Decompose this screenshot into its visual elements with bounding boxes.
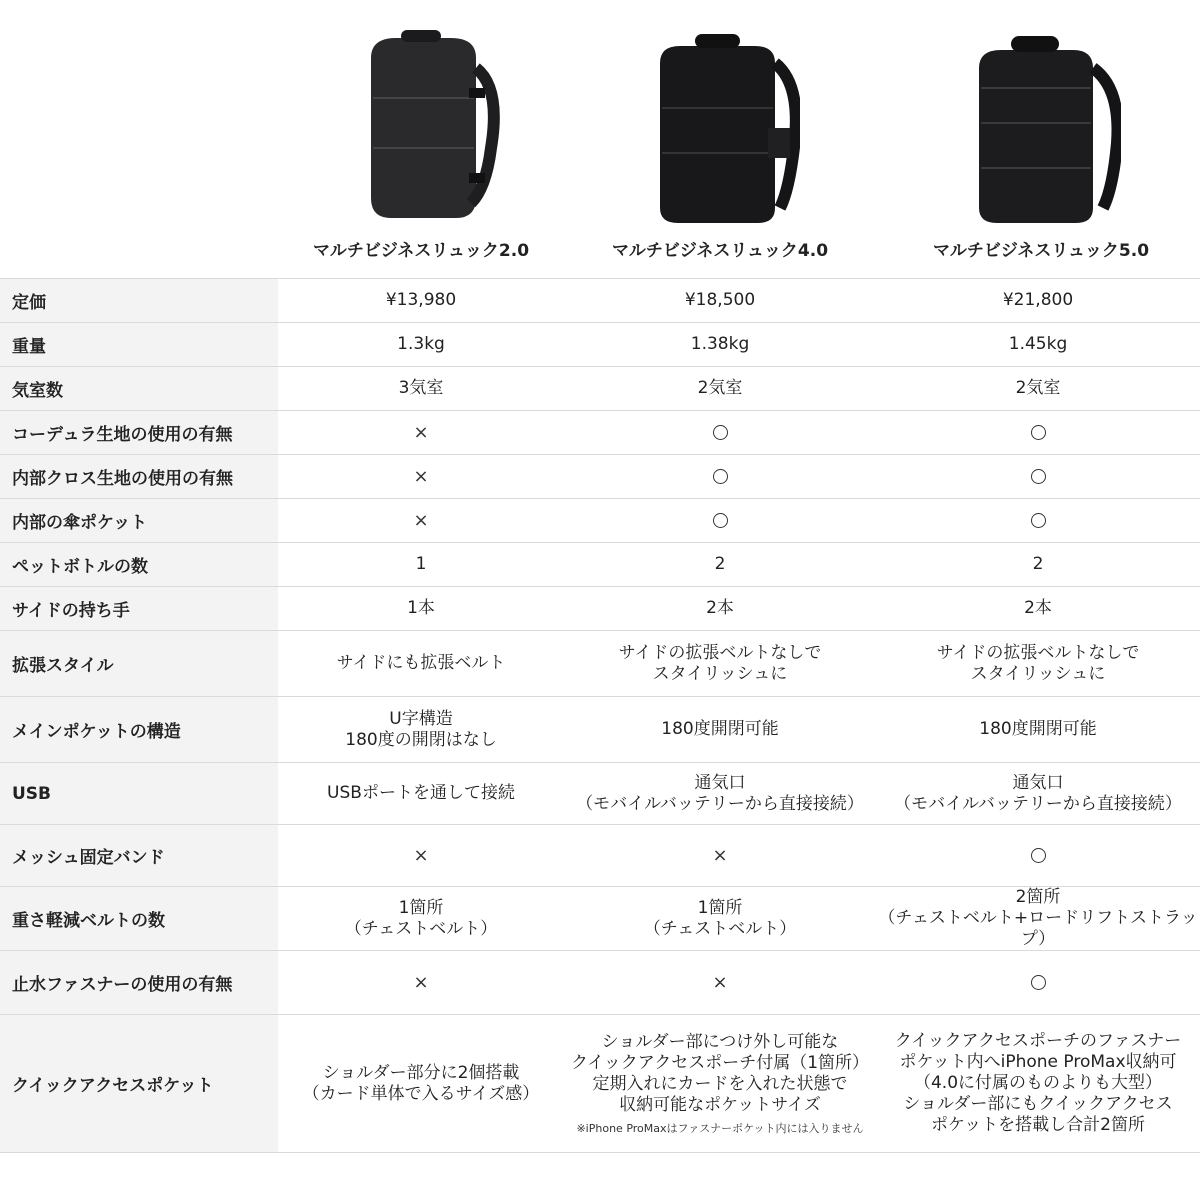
cross-icon: × [413, 971, 429, 993]
table-row [0, 763, 1200, 825]
row-value: U字構造 180度の開閉はなし [278, 697, 564, 763]
footnote: ※iPhone ProMaxはファスナーポケット内には入りません [576, 1121, 864, 1135]
row-value: USBポートを通して接続 [278, 763, 564, 825]
row-value: 1本 [278, 587, 564, 631]
table-row [0, 887, 1200, 951]
row-value: 2箇所 （チェストベルト+ロードリフトストラップ） [876, 887, 1200, 951]
product-column-5-0 [880, 0, 1200, 278]
row-label: 気室数 [0, 367, 278, 411]
row-label: 重さ軽減ベルトの数 [0, 887, 278, 951]
row-label: コーデュラ生地の使用の有無 [0, 411, 278, 455]
row-label: ペットボトルの数 [0, 543, 278, 587]
row-label: USB [0, 763, 278, 825]
cross-icon: × [413, 465, 429, 487]
cross-icon: × [712, 844, 728, 866]
row-value: 2本 [876, 587, 1200, 631]
circle-icon [1031, 513, 1046, 528]
row-value: 通気口 （モバイルバッテリーから直接接続） [564, 763, 876, 825]
row-value: 2本 [564, 587, 876, 631]
table-row [0, 499, 1200, 543]
row-value [278, 951, 564, 1015]
row-value: 通気口 （モバイルバッテリーから直接接続） [876, 763, 1200, 825]
row-value [564, 455, 876, 499]
row-value: ¥18,500 [564, 279, 876, 323]
row-value: クイックアクセスポーチのファスナー ポケット内へiPhone ProMax収納可 （4.0に付属のものよりも大型） ショルダー部にもクイックアクセス ポケットを搭載し合計2箇所 [876, 1015, 1200, 1153]
table-row [0, 1015, 1200, 1153]
row-value: サイドの拡張ベルトなしで スタイリッシュに [876, 631, 1200, 697]
row-value [876, 455, 1200, 499]
circle-icon [713, 425, 728, 440]
product-name: マルチビジネスリュック4.0 [611, 241, 829, 261]
table-row [0, 455, 1200, 499]
cross-icon: × [413, 509, 429, 531]
row-value: 1.38kg [564, 323, 876, 367]
row-label: サイドの持ち手 [0, 587, 278, 631]
row-value: 2気室 [876, 367, 1200, 411]
row-value: 1.3kg [278, 323, 564, 367]
circle-icon [1031, 848, 1046, 863]
table-row [0, 543, 1200, 587]
row-value: 1 [278, 543, 564, 587]
row-value [564, 951, 876, 1015]
circle-icon [1031, 425, 1046, 440]
row-value [278, 499, 564, 543]
table-row [0, 367, 1200, 411]
row-label: メッシュ固定バンド [0, 825, 278, 887]
row-label: 重量 [0, 323, 278, 367]
row-value: 1箇所 （チェストベルト） [278, 887, 564, 951]
backpack-2-0-image [341, 28, 501, 223]
row-value: サイドにも拡張ベルト [278, 631, 564, 697]
product-header [0, 0, 1200, 278]
row-value: ¥21,800 [876, 279, 1200, 323]
table-row [0, 411, 1200, 455]
comparison-table [0, 278, 1200, 1153]
row-value [278, 455, 564, 499]
row-value: ¥13,980 [278, 279, 564, 323]
circle-icon [1031, 975, 1046, 990]
row-value [564, 825, 876, 887]
product-name: マルチビジネスリュック2.0 [312, 241, 530, 261]
cross-icon: × [413, 421, 429, 443]
row-value [876, 499, 1200, 543]
row-value: 2 [564, 543, 876, 587]
circle-icon [1031, 469, 1046, 484]
cross-icon: × [712, 971, 728, 993]
row-label: 定価 [0, 279, 278, 323]
row-label: 内部クロス生地の使用の有無 [0, 455, 278, 499]
row-label: クイックアクセスポケット [0, 1015, 278, 1153]
row-value: ショルダー部につけ外し可能な クイックアクセスポーチ付属（1箇所） 定期入れにカードを入れた状態で 収納可能なポケットサイズ ※iPhone ProMaxはファスナーポケット内には入りません [564, 1015, 876, 1153]
row-label: 拡張スタイル [0, 631, 278, 697]
circle-icon [713, 513, 728, 528]
product-column-2-0 [278, 0, 564, 278]
row-label: メインポケットの構造 [0, 697, 278, 763]
row-value [564, 411, 876, 455]
product-name: マルチビジネスリュック5.0 [932, 241, 1150, 261]
product-column-4-0 [564, 0, 876, 278]
backpack-4-0-image [640, 28, 800, 223]
row-value: 1.45kg [876, 323, 1200, 367]
row-value: 1箇所 （チェストベルト） [564, 887, 876, 951]
table-row [0, 587, 1200, 631]
table-row [0, 697, 1200, 763]
row-value: サイドの拡張ベルトなしで スタイリッシュに [564, 631, 876, 697]
row-value [876, 411, 1200, 455]
table-row [0, 279, 1200, 323]
cross-icon: × [413, 844, 429, 866]
row-value: 180度開閉可能 [876, 697, 1200, 763]
table-row [0, 825, 1200, 887]
circle-icon [713, 469, 728, 484]
row-value [278, 411, 564, 455]
row-value [876, 951, 1200, 1015]
row-value: 3気室 [278, 367, 564, 411]
row-value: ショルダー部分に2個搭載 （カード単体で入るサイズ感） [278, 1015, 564, 1153]
row-value: 180度開閉可能 [564, 697, 876, 763]
row-value [876, 825, 1200, 887]
table-row [0, 631, 1200, 697]
row-label: 止水ファスナーの使用の有無 [0, 951, 278, 1015]
row-value [564, 499, 876, 543]
row-value [278, 825, 564, 887]
table-row [0, 323, 1200, 367]
row-value: 2 [876, 543, 1200, 587]
row-label: 内部の傘ポケット [0, 499, 278, 543]
table-row [0, 951, 1200, 1015]
backpack-5-0-image [961, 28, 1121, 223]
row-value: 2気室 [564, 367, 876, 411]
